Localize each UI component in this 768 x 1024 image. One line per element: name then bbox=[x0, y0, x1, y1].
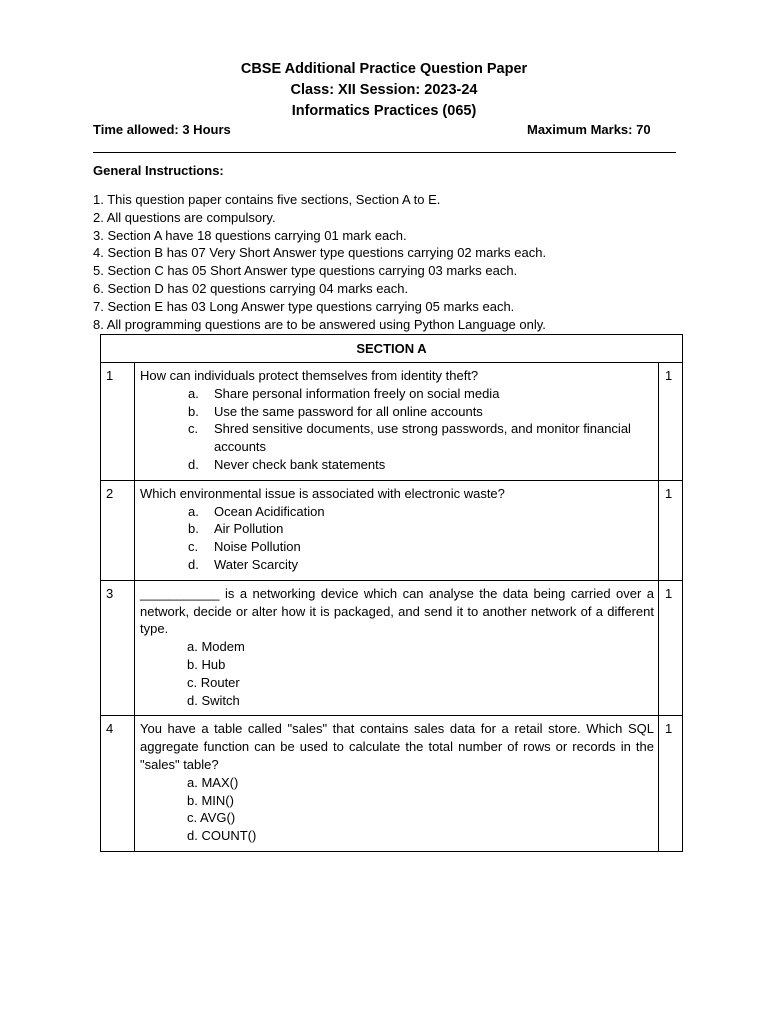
question-text: You have a table called "sales" that contains sales data for a retail store. Which SQL aggregate function can be used to calculate the total number of rows or records in the "sales" table? bbox=[140, 721, 654, 772]
option-item: c. Router bbox=[187, 674, 240, 690]
options-list bbox=[140, 503, 654, 574]
question-number: 4 bbox=[101, 716, 135, 852]
subject-title: Informatics Practices (065) bbox=[291, 103, 477, 119]
option-item bbox=[140, 538, 654, 556]
question-body bbox=[135, 480, 659, 580]
question-row bbox=[101, 363, 683, 481]
option-item: a. Modem bbox=[187, 639, 245, 655]
option-text: Never check bank statements bbox=[214, 456, 386, 472]
question-body bbox=[135, 580, 659, 716]
question-marks: 1 bbox=[659, 580, 683, 716]
option-label: c. bbox=[188, 539, 199, 555]
option-item bbox=[140, 403, 654, 421]
option-text: Water Scarcity bbox=[214, 556, 299, 572]
option-label: a. bbox=[188, 503, 199, 519]
maximum-marks: Maximum Marks: 70 bbox=[527, 122, 651, 137]
instruction-item: 2. All questions are compulsory. bbox=[93, 209, 276, 225]
question-text: Which environmental issue is associated with electronic waste? bbox=[140, 485, 505, 501]
question-marks: 1 bbox=[659, 363, 683, 481]
instruction-item: 3. Section A have 18 questions carrying 01 mark each. bbox=[93, 227, 407, 243]
instruction-item: 4. Section B has 07 Very Short Answer type questions carrying 02 marks each. bbox=[93, 245, 547, 261]
option-label: a. bbox=[188, 385, 199, 401]
question-row bbox=[101, 716, 683, 852]
option-text: Noise Pollution bbox=[214, 539, 301, 555]
instructions-list bbox=[93, 191, 546, 333]
options-list bbox=[140, 774, 654, 845]
question-marks: 1 bbox=[659, 480, 683, 580]
section-header-row bbox=[101, 335, 683, 363]
question-body bbox=[135, 716, 659, 852]
option-label: c. bbox=[188, 421, 199, 437]
option-item bbox=[140, 520, 654, 538]
options-list bbox=[140, 638, 654, 709]
question-body bbox=[135, 363, 659, 481]
class-session: Class: XII Session: 2023-24 bbox=[290, 82, 478, 98]
option-text: Use the same password for all online accounts bbox=[214, 403, 483, 419]
option-label: b. bbox=[188, 403, 199, 419]
option-item: b. MIN() bbox=[187, 792, 234, 808]
option-item bbox=[140, 420, 654, 456]
option-text: Share personal information freely on social media bbox=[214, 385, 500, 401]
question-text: ___________ is a networking device which can analyse the data being carried over a network, decide or alter how it is packaged, and send it to another network of a different type. bbox=[140, 585, 654, 637]
question-row bbox=[101, 580, 683, 716]
question-number: 1 bbox=[101, 363, 135, 481]
option-text: Shred sensitive documents, use strong passwords, and monitor financial accounts bbox=[214, 421, 631, 455]
section-title: SECTION A bbox=[101, 335, 683, 363]
question-number: 3 bbox=[101, 580, 135, 716]
instruction-item: 7. Section E has 03 Long Answer type questions carrying 05 marks each. bbox=[93, 298, 515, 314]
header-divider bbox=[93, 152, 676, 153]
time-allowed: Time allowed: 3 Hours bbox=[93, 122, 231, 137]
option-label: d. bbox=[188, 456, 199, 472]
instruction-item: 8. All programming questions are to be answered using Python Language only. bbox=[93, 316, 546, 332]
option-item bbox=[140, 556, 654, 574]
paper-title: CBSE Additional Practice Question Paper bbox=[240, 61, 528, 77]
questions-table bbox=[100, 334, 683, 852]
question-row bbox=[101, 480, 683, 580]
option-item bbox=[140, 385, 654, 403]
option-item: d. Switch bbox=[187, 692, 240, 708]
option-item bbox=[140, 456, 654, 474]
question-marks: 1 bbox=[659, 716, 683, 852]
general-instructions-heading: General Instructions: bbox=[93, 163, 224, 178]
option-item bbox=[140, 503, 654, 521]
question-text: How can individuals protect themselves from identity theft? bbox=[140, 368, 479, 383]
option-item: c. AVG() bbox=[187, 810, 236, 826]
instruction-item: 6. Section D has 02 questions carrying 04 marks each. bbox=[93, 280, 409, 296]
question-number: 2 bbox=[101, 480, 135, 580]
option-label: b. bbox=[188, 521, 199, 537]
options-list bbox=[140, 385, 654, 474]
option-text: Ocean Acidification bbox=[214, 503, 325, 519]
option-item: a. MAX() bbox=[187, 774, 239, 790]
instruction-item: 5. Section C has 05 Short Answer type questions carrying 03 marks each. bbox=[93, 263, 518, 279]
option-label: d. bbox=[188, 556, 199, 572]
instruction-item: 1. This question paper contains five sections, Section A to E. bbox=[93, 192, 441, 207]
option-text: Air Pollution bbox=[214, 521, 284, 537]
option-item: b. Hub bbox=[187, 656, 226, 672]
option-item: d. COUNT() bbox=[187, 828, 257, 844]
